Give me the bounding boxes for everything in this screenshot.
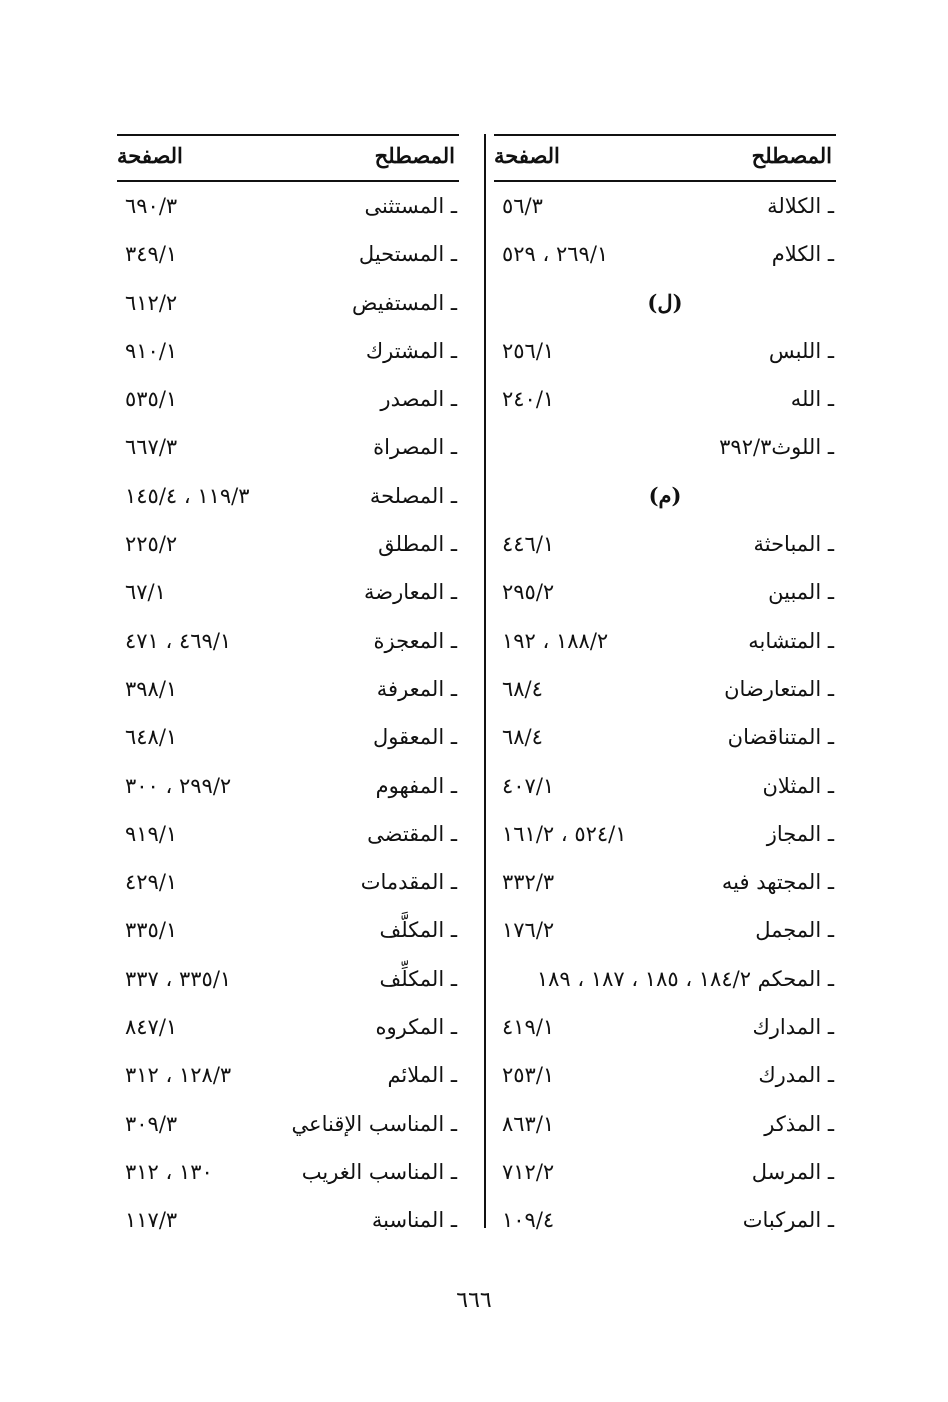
index-entry (117, 327, 459, 375)
index-entry (117, 279, 459, 327)
index-entry (494, 858, 836, 906)
column-divider (484, 134, 486, 1228)
entry-term: ـ المباحثة (753, 532, 834, 557)
entry-term: ـ المصلحة (369, 483, 457, 508)
entry-page-ref: ٢٦٩/١ ، ٥٢٩ (502, 242, 609, 267)
entry-term: ـ المناسب الإقناعي (291, 1111, 457, 1136)
entry-term: ـ المفهوم (375, 773, 457, 798)
index-entry (117, 423, 459, 471)
entry-term: ـ المصراة (373, 435, 457, 460)
column-header (494, 134, 836, 182)
index-entry (494, 327, 836, 375)
index-entry (117, 568, 459, 616)
page-number: ٦٦٦ (456, 1288, 492, 1313)
entry-term: ـ المكلِّف (379, 966, 457, 991)
entry-page-ref: ١٨٨/٢ ، ١٩٢ (502, 628, 609, 653)
entry-page-ref: ٣٣٥/١ (125, 918, 178, 943)
index-entry (117, 665, 459, 713)
entry-page-ref: ٤٠٧/١ (502, 773, 555, 798)
index-entry (494, 1100, 836, 1148)
index-entry (494, 375, 836, 423)
entry-term: ـ الكلام (771, 242, 834, 267)
index-entry (117, 1051, 459, 1099)
entry-page-ref: ٢٥٦/١ (502, 338, 555, 363)
index-entry (117, 1003, 459, 1051)
entry-page-ref: ٦١٢/٢ (125, 290, 178, 315)
entry-term: ـ المعرفة (376, 676, 457, 701)
entry-page-ref: ٣٣٢/٣ (502, 870, 555, 895)
index-entry (117, 375, 459, 423)
entry-page-ref: ٢٩٩/٢ ، ٣٠٠ (125, 773, 232, 798)
index-entry (117, 617, 459, 665)
entry-page-ref: ٦٦٧/٣ (125, 435, 178, 460)
entry-term: ـ المرسل (751, 1159, 834, 1184)
index-entry (494, 665, 836, 713)
term-header: المصطلح (374, 143, 455, 168)
entry-term: ـ المستفيض (352, 290, 457, 315)
index-entry (117, 713, 459, 761)
index-column-right (494, 134, 836, 1245)
index-entry (117, 182, 459, 230)
entry-term: ـ المستحيل (358, 242, 457, 267)
index-entry (494, 810, 836, 858)
entry-page-ref: ٤١٩/١ (502, 1015, 555, 1040)
entry-term: ـ المكلَّف (379, 918, 457, 943)
entry-term: ـ المشترك (365, 338, 457, 363)
entry-term: ـ المدارك (752, 1015, 834, 1040)
entry-page-ref: ١١٧/٣ (125, 1208, 178, 1233)
entry-page-ref: ٩١٠/١ (125, 338, 178, 363)
entry-page-ref: ٥٣٥/١ (125, 387, 178, 412)
entry-term: ـ المقدمات (360, 870, 457, 895)
entry-page-ref: ١٣٠ ، ٣١٢ (125, 1159, 213, 1184)
term-header: المصطلح (751, 143, 832, 168)
entry-page-ref: ٤٦٩/١ ، ٤٧١ (125, 628, 232, 653)
index-rows (494, 182, 836, 1245)
entry-term: ـ المبين (768, 580, 834, 605)
entry-term: ـ الكلالة (767, 194, 834, 218)
entry-term: ـ الملائم (387, 1063, 457, 1088)
index-entry (117, 955, 459, 1003)
entry-page-ref: ٦٤٨/١ (125, 725, 178, 750)
index-entry (494, 713, 836, 761)
index-entry (117, 520, 459, 568)
entry-page-ref: ٢٤٠/١ (502, 387, 555, 412)
entry-page-ref: ٥٦/٣ (502, 194, 543, 218)
index-entry (117, 1100, 459, 1148)
entry-page-ref: ٨٤٧/١ (125, 1015, 178, 1040)
column-header (117, 134, 459, 182)
entry-term: ـ المجمل (755, 918, 834, 943)
index-entry (117, 1196, 459, 1244)
page-header: الصفحة (494, 143, 560, 168)
entry-term: ـ المتناقضان (727, 725, 834, 750)
entry-term: ـ المعقول (372, 725, 457, 750)
entry-term: ـ المصدر (380, 387, 457, 412)
section-letter: (م) (648, 482, 682, 508)
section-letter: (ل) (647, 289, 683, 315)
index-entry (494, 955, 836, 1003)
entry-term: ـ الله (790, 387, 834, 412)
section-heading (494, 472, 836, 520)
entry-page-ref: ٣٩٨/١ (125, 676, 178, 701)
entry-term: ـ المعارضة (364, 580, 457, 605)
index-entry (494, 568, 836, 616)
index-entry (117, 858, 459, 906)
index-entry (117, 810, 459, 858)
entry-page-ref: ٢٥٣/١ (502, 1063, 555, 1088)
entry-term: ـ المناسبة (371, 1208, 457, 1233)
index-entry (494, 1196, 836, 1244)
entry-term: ـ المذكر (764, 1111, 834, 1136)
index-entry (117, 472, 459, 520)
entry-page-ref: ٢٩٥/٢ (502, 580, 555, 605)
entry-page-ref: ٦٩٠/٣ (125, 194, 178, 218)
entry-page-ref: ٦٨/٤ (502, 676, 543, 701)
index-rows (117, 182, 459, 1245)
entry-term: ـ المركبات (742, 1208, 834, 1233)
entry-page-ref: ٩١٩/١ (125, 821, 178, 846)
index-entry (494, 1148, 836, 1196)
index-entry (494, 230, 836, 278)
entry-page-ref: ٦٨/٤ (502, 725, 543, 750)
entry-page-ref: ٢٢٥/٢ (125, 532, 178, 557)
entry-term: ـ اللوث٣٩٢/٣ (719, 435, 834, 460)
entry-page-ref: ٧١٢/٢ (502, 1159, 555, 1184)
entry-term: ـ المعجزة (373, 628, 457, 653)
entry-term: ـ المتشابه (748, 628, 834, 653)
index-entry (494, 762, 836, 810)
page-header: الصفحة (117, 143, 183, 168)
index-entry (494, 906, 836, 954)
entry-term: ـ المجتهد فيه (721, 870, 834, 895)
index-entry (494, 520, 836, 568)
entry-page-ref: ٣٤٩/١ (125, 242, 178, 267)
entry-page-ref: ٤٤٦/١ (502, 532, 555, 557)
entry-page-ref: ١٢٨/٣ ، ٣١٢ (125, 1063, 232, 1088)
index-entry (494, 182, 836, 230)
entry-term: ـ المثلان (762, 773, 834, 798)
entry-term: ـ المقتضى (367, 821, 457, 846)
entry-page-ref: ١٠٩/٤ (502, 1208, 555, 1233)
entry-page-ref: ٥٢٤/١ ، ١٦١/٢ (502, 821, 627, 846)
index-entry (117, 1148, 459, 1196)
index-entry (117, 230, 459, 278)
entry-page-ref: ٦٧/١ (125, 580, 166, 605)
entry-term: ـ المستثنى (364, 194, 457, 218)
entry-page-ref: ٣٣٥/١ ، ٣٣٧ (125, 966, 232, 991)
index-entry (494, 1003, 836, 1051)
section-heading (494, 279, 836, 327)
entry-term: ـ المطلق (378, 532, 457, 557)
entry-term: ـ اللبس (768, 338, 834, 363)
entry-term: ـ المحكم ١٨٤/٢ ، ١٨٥ ، ١٨٧ ، ١٨٩ (536, 966, 834, 991)
entry-term: ـ المكروه (375, 1015, 457, 1040)
index-entry (494, 423, 836, 471)
index-entry (494, 617, 836, 665)
entry-page-ref: ١٧٦/٢ (502, 918, 555, 943)
index-entry (117, 906, 459, 954)
entry-term: ـ المتعارضان (724, 676, 834, 701)
entry-page-ref: ٤٢٩/١ (125, 870, 178, 895)
index-column-left (117, 134, 459, 1245)
entry-term: ـ المجاز (766, 821, 834, 846)
index-entry (117, 762, 459, 810)
entry-page-ref: ٨٦٣/١ (502, 1111, 555, 1136)
entry-term: ـ المناسب الغريب (301, 1159, 457, 1184)
entry-term: ـ المدرك (758, 1063, 834, 1088)
entry-page-ref: ٣٠٩/٣ (125, 1111, 178, 1136)
index-entry (494, 1051, 836, 1099)
entry-page-ref: ١١٩/٣ ، ١٤٥/٤ (125, 483, 250, 508)
